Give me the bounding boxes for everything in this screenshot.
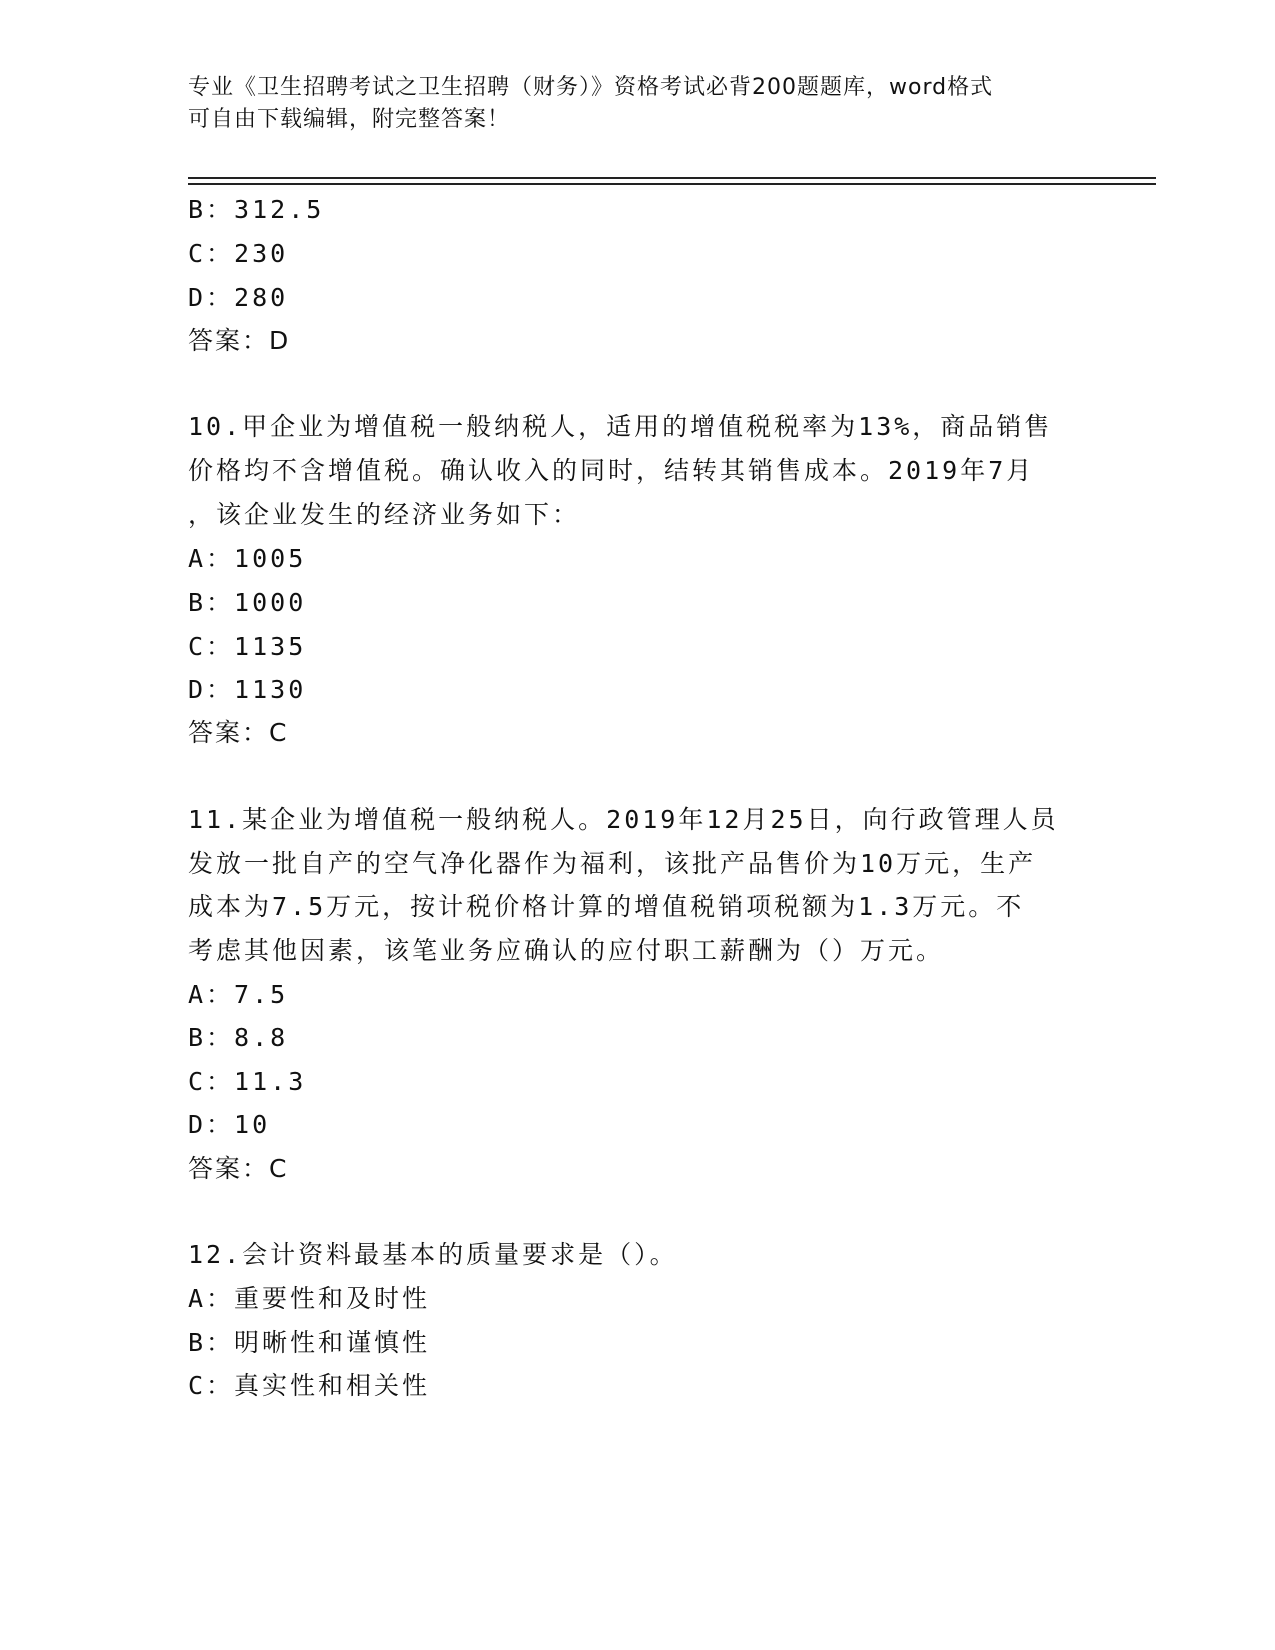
q11-stem-line-1: 11.某企业为增值税一般纳税人。2019年12月25日，向行政管理人员	[188, 805, 1059, 834]
header-rule-top	[188, 177, 1156, 179]
q10-option-b: B：1000	[188, 588, 307, 617]
q10-option-d: D：1130	[188, 675, 307, 704]
q11-option-b: B：8.8	[188, 1023, 289, 1052]
header-rule-bottom	[188, 183, 1156, 185]
q11-option-d: D：10	[188, 1110, 271, 1139]
q10-option-a: A：1005	[188, 544, 307, 573]
q9-option-c: C：230	[188, 239, 289, 268]
q11-stem-line-2: 发放一批自产的空气净化器作为福利，该批产品售价为10万元，生产	[188, 849, 1037, 878]
q10-stem-line-3: ，该企业发生的经济业务如下：	[188, 500, 581, 529]
q12-stem-line-1: 12.会计资料最基本的质量要求是（）。	[188, 1240, 678, 1269]
q11-option-c: C：11.3	[188, 1067, 307, 1096]
q10-stem-line-1: 10.甲企业为增值税一般纳税人，适用的增值税税率为13%，商品销售	[188, 412, 1053, 441]
q11-stem-line-3: 成本为7.5万元，按计税价格计算的增值税销项税额为1.3万元。不	[188, 892, 1025, 921]
q10-stem-line-2: 价格均不含增值税。确认收入的同时，结转其销售成本。2019年7月	[188, 456, 1035, 485]
q12-option-a: A：重要性和及时性	[188, 1284, 431, 1313]
q9-option-d: D：280	[188, 283, 289, 312]
q11-answer: 答案：C	[188, 1154, 289, 1183]
q12-option-b: B：明晰性和谨慎性	[188, 1328, 431, 1357]
q9-option-b: B：312.5	[188, 195, 325, 224]
q12-option-c: C：真实性和相关性	[188, 1371, 431, 1400]
document-header	[188, 72, 1088, 136]
q11-option-a: A：7.5	[188, 980, 289, 1009]
header-line-1: 专业《卫生招聘考试之卫生招聘（财务）》资格考试必背200题题库，word格式	[188, 75, 994, 100]
q9-answer: 答案：D	[188, 326, 291, 355]
header-line-2: 可自由下载编辑，附完整答案！	[188, 107, 511, 132]
q10-answer: 答案：C	[188, 718, 289, 747]
q10-option-c: C：1135	[188, 632, 307, 661]
q11-stem-line-4: 考虑其他因素，该笔业务应确认的应付职工薪酬为（）万元。	[188, 936, 945, 965]
